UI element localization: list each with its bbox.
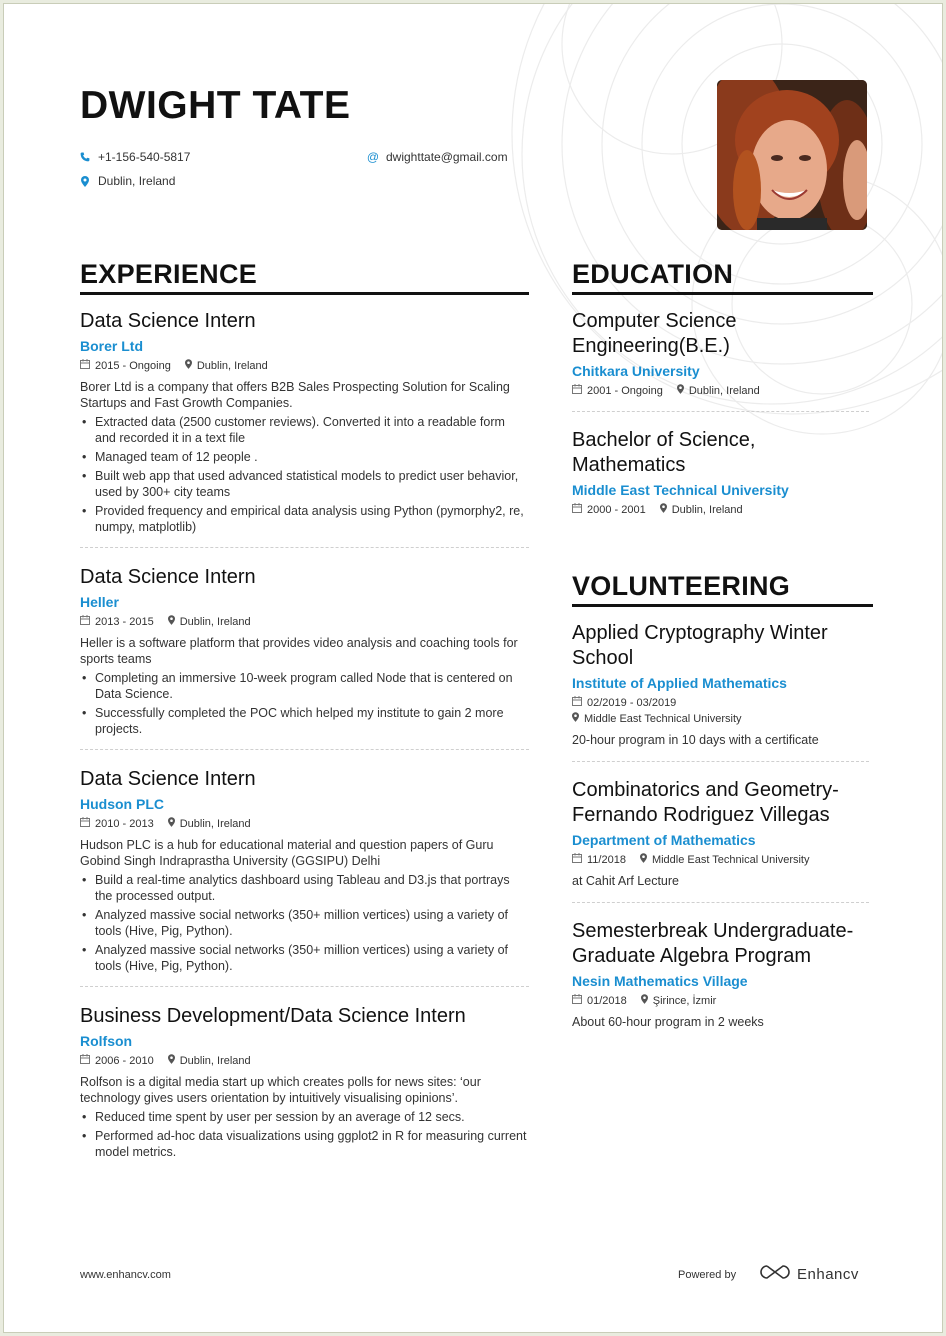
job-meta [80, 817, 529, 831]
company-name[interactable]: Borer Ltd [80, 338, 143, 354]
education-heading: EDUCATION [572, 259, 873, 295]
education-location: Dublin, Ireland [671, 504, 743, 516]
location-pin-icon [168, 817, 175, 831]
enhancv-logo-icon [759, 1264, 791, 1284]
job-location: Dublin, Ireland [179, 616, 251, 628]
achievement-item: • Provided frequency and empirical data analysis using Python (pymorphy2, re, numpy, matplotlib) [80, 503, 529, 535]
volunteering-note: About 60-hour program in 2 weeks [572, 1015, 764, 1029]
volunteering-meta [572, 853, 869, 867]
location-pin-icon [572, 712, 579, 726]
education-meta [572, 503, 869, 517]
volunteering-dates: 11/2018 [587, 854, 626, 866]
volunteering-note: 20-hour program in 10 days with a certificate [572, 733, 819, 747]
achievement-item: • Managed team of 12 people . [80, 449, 529, 465]
job-dates: 2006 - 2010 [95, 1055, 154, 1067]
achievement-item: • Successfully completed the POC which helped my institute to gain 2 more projects. [80, 705, 529, 737]
job-meta [80, 1054, 529, 1068]
experience-list [80, 309, 529, 1163]
calendar-icon [80, 817, 90, 831]
calendar-icon [80, 359, 90, 373]
company-name[interactable]: Heller [80, 594, 119, 610]
volunteering-title: Semesterbreak Undergraduate-Graduate Algebra Program [572, 920, 854, 967]
calendar-icon [572, 994, 582, 1008]
education-dates: 2001 - Ongoing [587, 385, 663, 397]
job-meta [80, 615, 529, 629]
calendar-icon [572, 384, 582, 398]
achievement-item: • Performed ad-hoc data visualizations using ggplot2 in R for measuring current model metrics. [80, 1128, 529, 1160]
divider [572, 411, 869, 412]
divider [80, 986, 529, 987]
job-location: Dublin, Ireland [179, 818, 251, 830]
achievement-item: • Analyzed massive social networks (350+ million vertices) using a variety of tools (Hive, Pig, Python). [80, 942, 529, 974]
volunteering-org[interactable]: Nesin Mathematics Village [572, 973, 748, 989]
job-dates: 2013 - 2015 [95, 616, 154, 628]
location-pin-icon [641, 994, 648, 1008]
school-name[interactable]: Middle East Technical University [572, 482, 789, 498]
resume-page [3, 3, 943, 1333]
volunteering-title: Applied Cryptography Winter School [572, 622, 828, 669]
volunteering-item [572, 778, 869, 889]
degree-title: Bachelor of Science, Mathematics [572, 429, 756, 476]
volunteering-meta [572, 994, 869, 1008]
school-name[interactable]: Chitkara University [572, 363, 700, 379]
calendar-icon [80, 615, 90, 629]
achievement-item: • Build a real-time analytics dashboard using Tableau and D3.js that portrays the processed output. [80, 872, 529, 904]
degree-title: Computer Science Engineering(B.E.) [572, 310, 737, 357]
experience-heading: EXPERIENCE [80, 259, 529, 295]
phone-number: +1-156-540-5817 [98, 150, 191, 164]
volunteering-list [572, 621, 869, 1030]
location-pin-icon [185, 359, 192, 373]
job-title: Data Science Intern [80, 566, 256, 588]
job-meta [80, 359, 529, 373]
achievements-list [80, 670, 529, 737]
location-pin-icon [660, 503, 667, 517]
calendar-icon [572, 853, 582, 867]
volunteering-location: Middle East Technical University [651, 854, 810, 866]
brand-name: Enhancv [797, 1265, 859, 1283]
education-meta [572, 384, 869, 398]
achievements-list [80, 872, 529, 974]
education-item [572, 428, 869, 517]
location-text: Dublin, Ireland [98, 174, 176, 188]
job-title: Data Science Intern [80, 768, 256, 790]
location-pin-icon [168, 615, 175, 629]
company-description: Heller is a software platform that provides video analysis and coaching tools for sports teams [80, 636, 518, 666]
experience-item [80, 1004, 529, 1160]
company-name[interactable]: Rolfson [80, 1033, 133, 1049]
experience-item [80, 565, 529, 737]
enhancv-brand[interactable] [759, 1264, 859, 1284]
achievement-item: • Extracted data (2500 customer reviews). Converted it into a readable form and recorded it in a text file [80, 414, 529, 446]
email-contact[interactable] [368, 150, 508, 164]
calendar-icon [572, 503, 582, 517]
email-address: dwighttate@gmail.com [386, 150, 508, 164]
experience-item [80, 309, 529, 535]
location-pin-icon [168, 1054, 175, 1068]
education-list [572, 309, 869, 517]
divider [80, 547, 529, 548]
company-description: Borer Ltd is a company that offers B2B Sales Prospecting Solution for Scaling Startups and Fast Growth Companies. [80, 380, 510, 410]
footer-powered-by: Powered by [678, 1269, 737, 1281]
education-dates: 2000 - 2001 [587, 504, 646, 516]
volunteering-dates: 02/2019 - 03/2019 [587, 697, 677, 709]
achievements-list [80, 1109, 529, 1160]
job-location: Dublin, Ireland [179, 1055, 251, 1067]
volunteering-dates: 01/2018 [587, 995, 627, 1007]
volunteering-item [572, 621, 869, 748]
achievement-item: • Reduced time spent by user per session by an average of 12 secs. [80, 1109, 529, 1125]
location-contact [80, 174, 175, 188]
experience-item [80, 767, 529, 974]
email-icon: @ [366, 150, 380, 164]
achievement-item: • Built web app that used advanced statistical models to predict user behavior, used by 300+ city teams [80, 468, 529, 500]
volunteering-item [572, 919, 869, 1030]
job-location: Dublin, Ireland [196, 360, 268, 372]
job-dates: 2010 - 2013 [95, 818, 154, 830]
volunteering-title: Combinatorics and Geometry-Fernando Rodriguez Villegas [572, 779, 839, 826]
volunteering-org[interactable]: Department of Mathematics [572, 832, 756, 848]
education-item [572, 309, 869, 398]
education-location: Dublin, Ireland [688, 385, 760, 397]
phone-icon [80, 152, 90, 162]
volunteering-location: Şirince, İzmir [652, 995, 717, 1007]
volunteering-dates-row [572, 696, 869, 710]
candidate-name: DWIGHT TATE [80, 84, 351, 127]
volunteering-location-row [572, 712, 869, 726]
job-title: Data Science Intern [80, 310, 256, 332]
divider [572, 902, 869, 903]
calendar-icon [572, 696, 582, 710]
company-description: Hudson PLC is a hub for educational material and question papers of Guru Gobind Singh Indraprastha University (GGSIPU) Delhi [80, 838, 494, 868]
location-pin-icon [640, 853, 647, 867]
divider [572, 761, 869, 762]
achievement-item: • Analyzed massive social networks (350+ million vertices) using a variety of tools (Hive, Pig, Python). [80, 907, 529, 939]
company-description: Rolfson is a digital media start up which creates polls for news sites: ‘our technology gives users orientation by intuitively visualising opinions’. [80, 1075, 481, 1105]
profile-photo [717, 80, 867, 230]
location-pin-icon [80, 176, 90, 187]
phone-contact[interactable] [80, 150, 190, 164]
volunteering-org[interactable]: Institute of Applied Mathematics [572, 675, 787, 691]
volunteering-heading: VOLUNTEERING [572, 571, 873, 607]
divider [80, 749, 529, 750]
location-pin-icon [677, 384, 684, 398]
achievement-item: • Completing an immersive 10-week program called Node that is centered on Data Science. [80, 670, 529, 702]
volunteering-location: Middle East Technical University [584, 713, 742, 725]
volunteering-note: at Cahit Arf Lecture [572, 874, 680, 888]
job-title: Business Development/Data Science Intern [80, 1005, 466, 1027]
company-name[interactable]: Hudson PLC [80, 796, 164, 812]
achievements-list [80, 414, 529, 535]
job-dates: 2015 - Ongoing [95, 360, 171, 372]
calendar-icon [80, 1054, 90, 1068]
footer-website[interactable]: www.enhancv.com [80, 1269, 171, 1281]
